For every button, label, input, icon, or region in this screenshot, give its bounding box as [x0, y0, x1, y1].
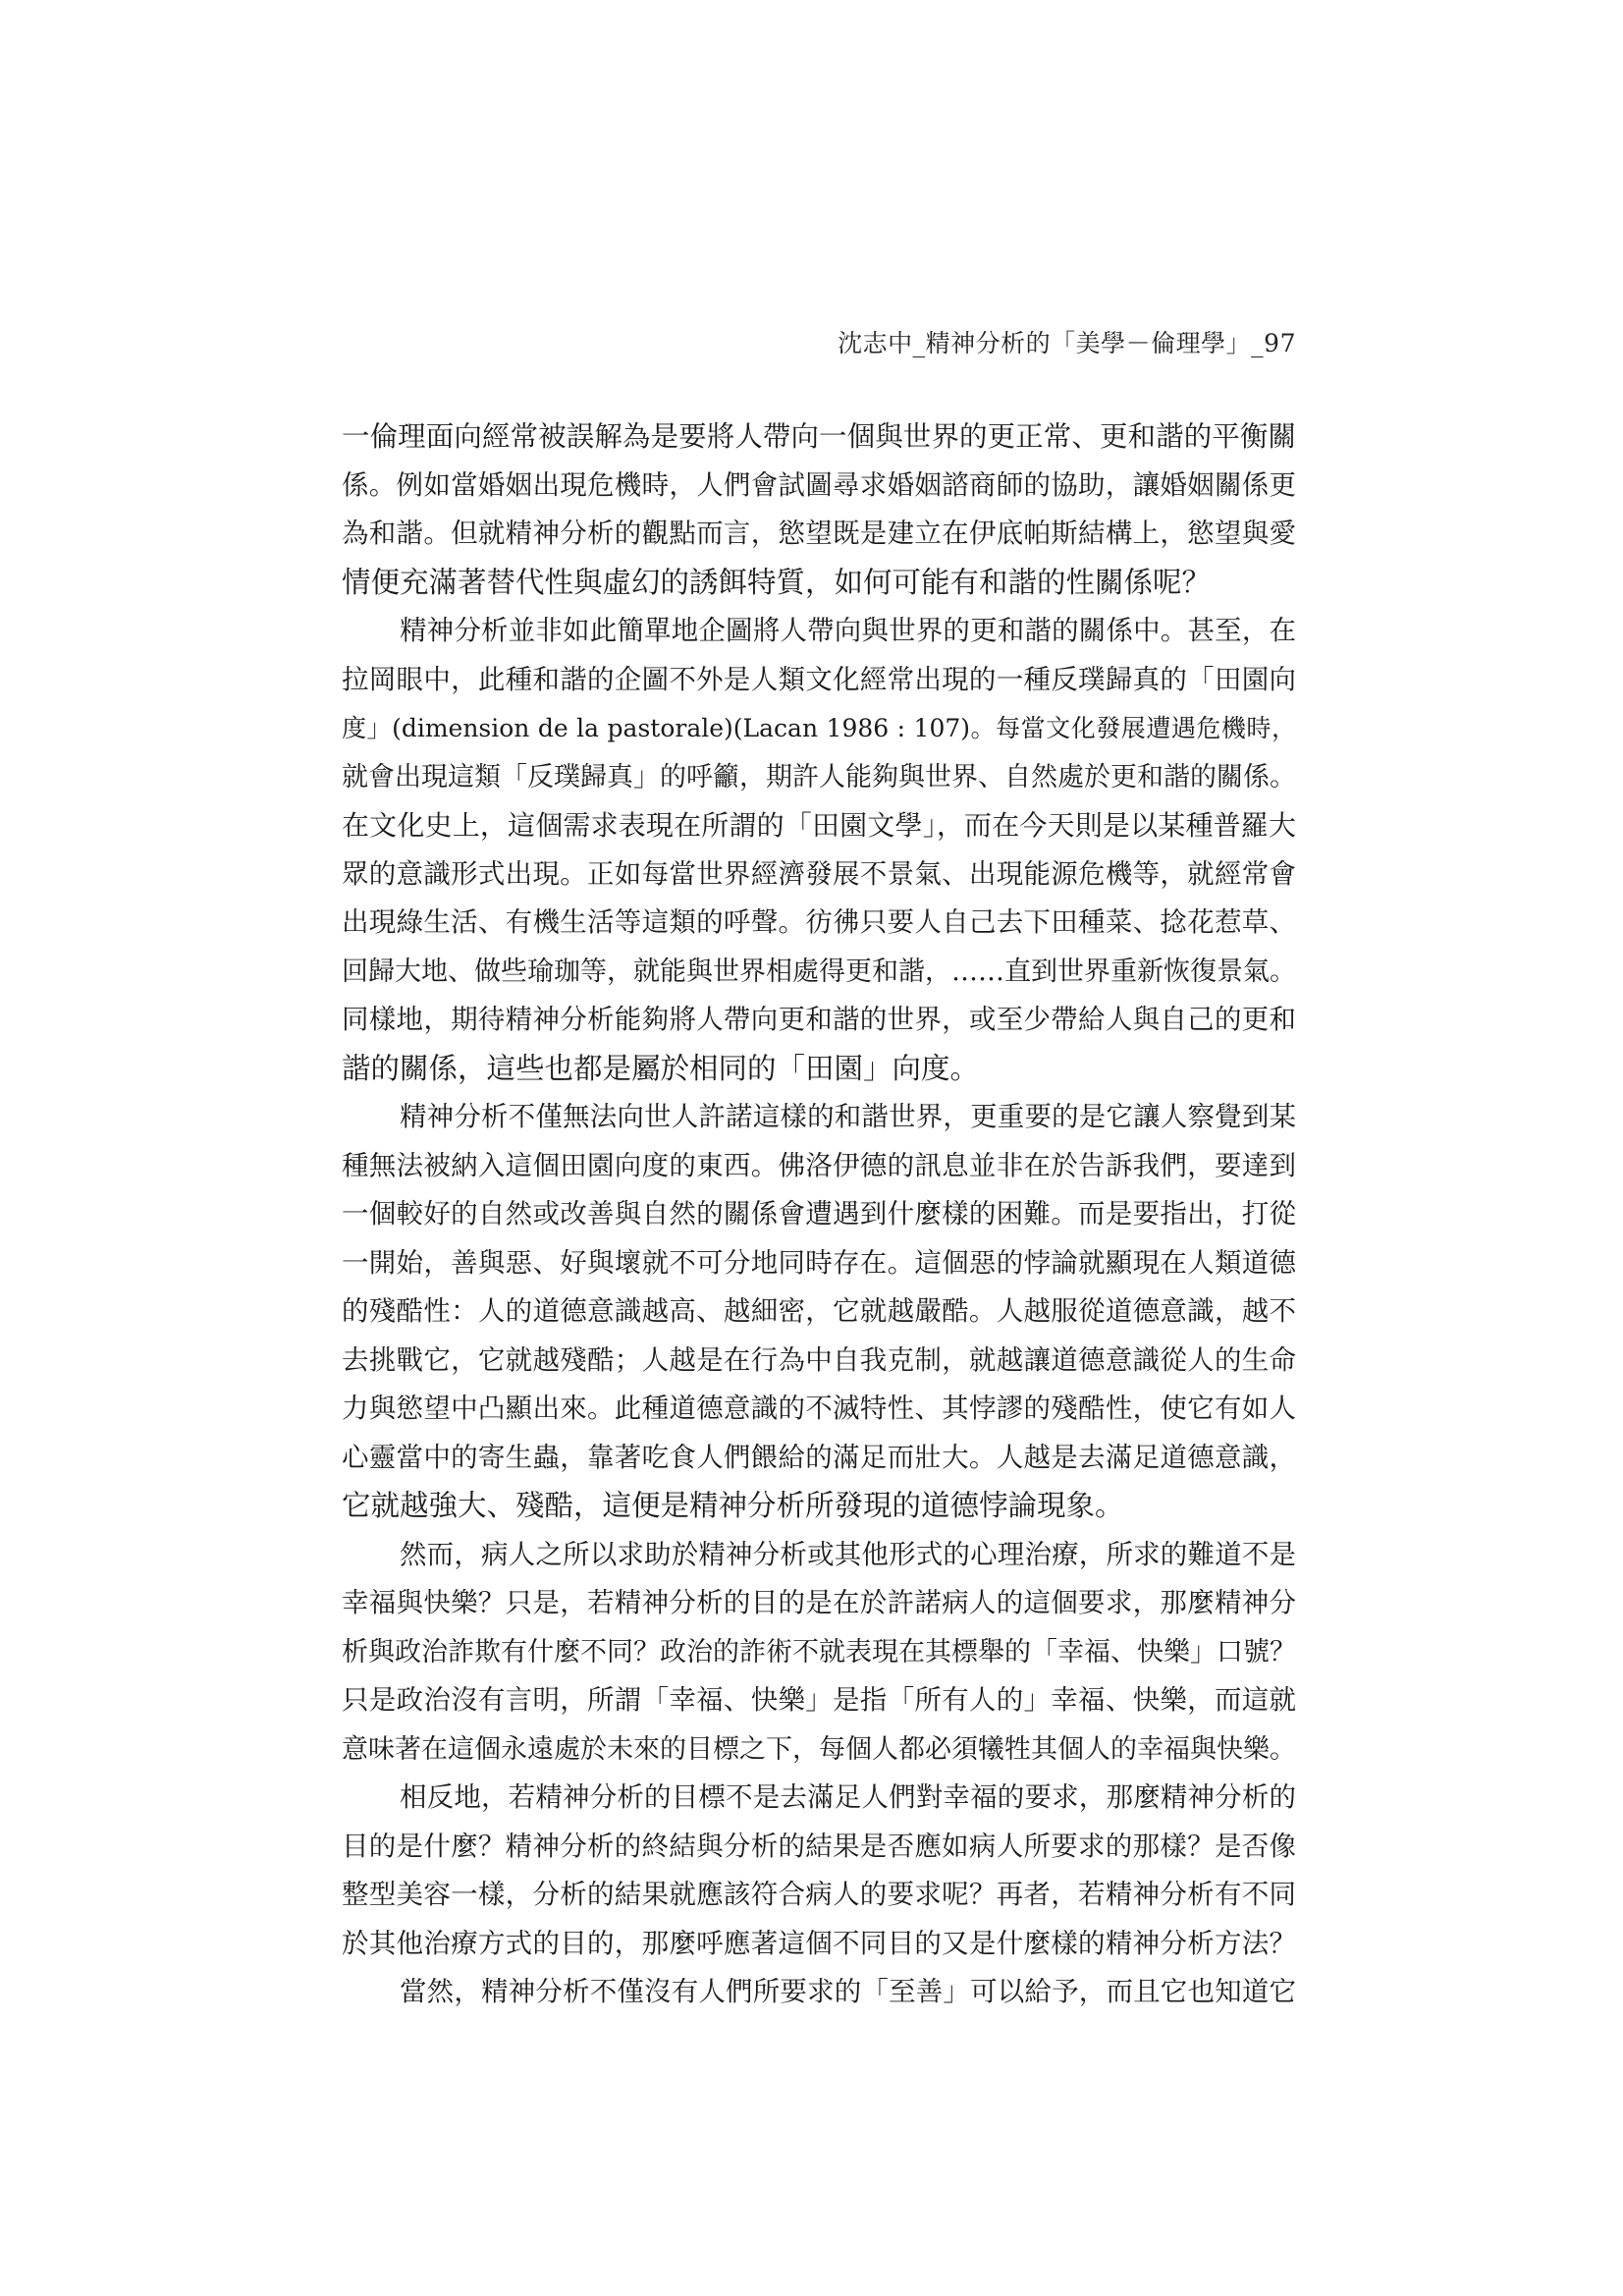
- text-line: 回歸大地、做些瑜珈等，就能與世界相處得更和諧，……直到世界重新恢復景氣。: [342, 956, 1296, 987]
- text-line: 一開始，善與惡、好與壞就不可分地同時存在。這個惡的悖論就顯現在人類道德: [342, 1246, 1296, 1279]
- running-header: 沈志中_精神分析的「美學－倫理學」_97: [838, 329, 1296, 357]
- text-line: 整型美容一樣，分析的結果就應該符合病人的要求呢？再者，若精神分析有不同: [342, 1879, 1296, 1910]
- text-line: 為和諧。但就精神分析的觀點而言，慾望既是建立在伊底帕斯結構上，慾望與愛: [342, 518, 1296, 549]
- text-line: 它就越強大、殘酷，這便是精神分析所發現的道德悖論現象。: [342, 1489, 1124, 1522]
- text-line: 析與政治詐欺有什麼不同？政治的詐術不就表現在其標舉的「幸福、快樂」口號？: [342, 1636, 1296, 1667]
- text-line: 目的是什麼？精神分析的終結與分析的結果是否應如病人所要求的那樣？是否像: [342, 1830, 1296, 1862]
- body-text: [342, 412, 1296, 2017]
- text-line: 拉岡眼中，此種和諧的企圖不外是人類文化經常出現的一種反璞歸真的「田園向: [342, 663, 1296, 695]
- text-line: 一倫理面向經常被誤解為是要將人帶向一個與世界的更正常、更和諧的平衡關: [342, 420, 1296, 453]
- text-line: 種無法被納入這個田園向度的東西。佛洛伊德的訊息並非在於告訴我們，要達到: [342, 1149, 1296, 1181]
- text-line: 精神分析並非如此簡單地企圖將人帶向與世界的更和諧的關係中。甚至，在: [400, 615, 1296, 646]
- text-line: 係。例如當婚姻出現危機時，人們會試圖尋求婚姻諮商師的協助，讓婚姻關係更: [342, 468, 1296, 501]
- text-line: 心靈當中的寄生蟲，靠著吃食人們餵給的滿足而壯大。人越是去滿足道德意識，: [342, 1441, 1296, 1473]
- text-line: 度」(dimension de la pastorale)(Lacan 1986 : 107)。每當文化發展遭遇危機時，: [342, 714, 1296, 742]
- text-line: 同樣地，期待精神分析能夠將人帶向更和諧的世界，或至少帶給人與自己的更和: [342, 1004, 1296, 1035]
- text-line: 相反地，若精神分析的目標不是去滿足人們對幸福的要求，那麼精神分析的: [400, 1781, 1296, 1813]
- text-line: 意味著在這個永遠處於未來的目標之下，每個人都必須犧牲其個人的幸福與快樂。: [342, 1733, 1296, 1765]
- text-line: 然而，病人之所以求助於精神分析或其他形式的心理治療，所求的難道不是: [400, 1538, 1296, 1570]
- text-line: 就會出現這類「反璞歸真」的呼籲，期許人能夠與世界、自然處於更和諧的關係。: [342, 761, 1296, 793]
- text-line: 的殘酷性：人的道德意識越高、越細密，它就越嚴酷。人越服從道德意識，越不: [342, 1295, 1296, 1327]
- text-line: 眾的意識形式出現。正如每當世界經濟發展不景氣、出現能源危機等，就經常會: [342, 857, 1296, 890]
- text-line: 去挑戰它，它就越殘酷；人越是在行為中自我克制，就越讓道德意識從人的生命: [342, 1343, 1296, 1376]
- text-line: 精神分析不僅無法向世人許諾這樣的和諧世界，更重要的是它讓人察覺到某: [400, 1101, 1296, 1132]
- text-line: 一個較好的自然或改善與自然的關係會遭遇到什麼樣的困難。而是要指出，打從: [342, 1198, 1296, 1230]
- text-line: 力與慾望中凸顯出來。此種道德意識的不滅特性、其悖謬的殘酷性，使它有如人: [342, 1393, 1296, 1424]
- text-line: 幸福與快樂？只是，若精神分析的目的是在於許諾病人的這個要求，那麼精神分: [342, 1587, 1296, 1618]
- text-line: 只是政治沒有言明，所謂「幸福、快樂」是指「所有人的」幸福、快樂，而這就: [342, 1684, 1296, 1716]
- text-line: 諧的關係，這些也都是屬於相同的「田園」向度。: [342, 1051, 980, 1085]
- text-line: 當然，精神分析不僅沒有人們所要求的「至善」可以給予，而且它也知道它: [400, 1976, 1296, 2007]
- text-line: 於其他治療方式的目的，那麼呼應著這個不同目的又是什麼樣的精神分析方法？: [342, 1927, 1296, 1959]
- text-line: 在文化史上，這個需求表現在所謂的「田園文學」，而在今天則是以某種普羅大: [342, 809, 1296, 842]
- text-line: 情便充滿著替代性與虛幻的誘餌特質，如何可能有和諧的性關係呢？: [342, 565, 1212, 599]
- text-line: 出現綠生活、有機生活等這類的呼聲。彷彿只要人自己去下田種菜、捻花惹草、: [342, 906, 1296, 938]
